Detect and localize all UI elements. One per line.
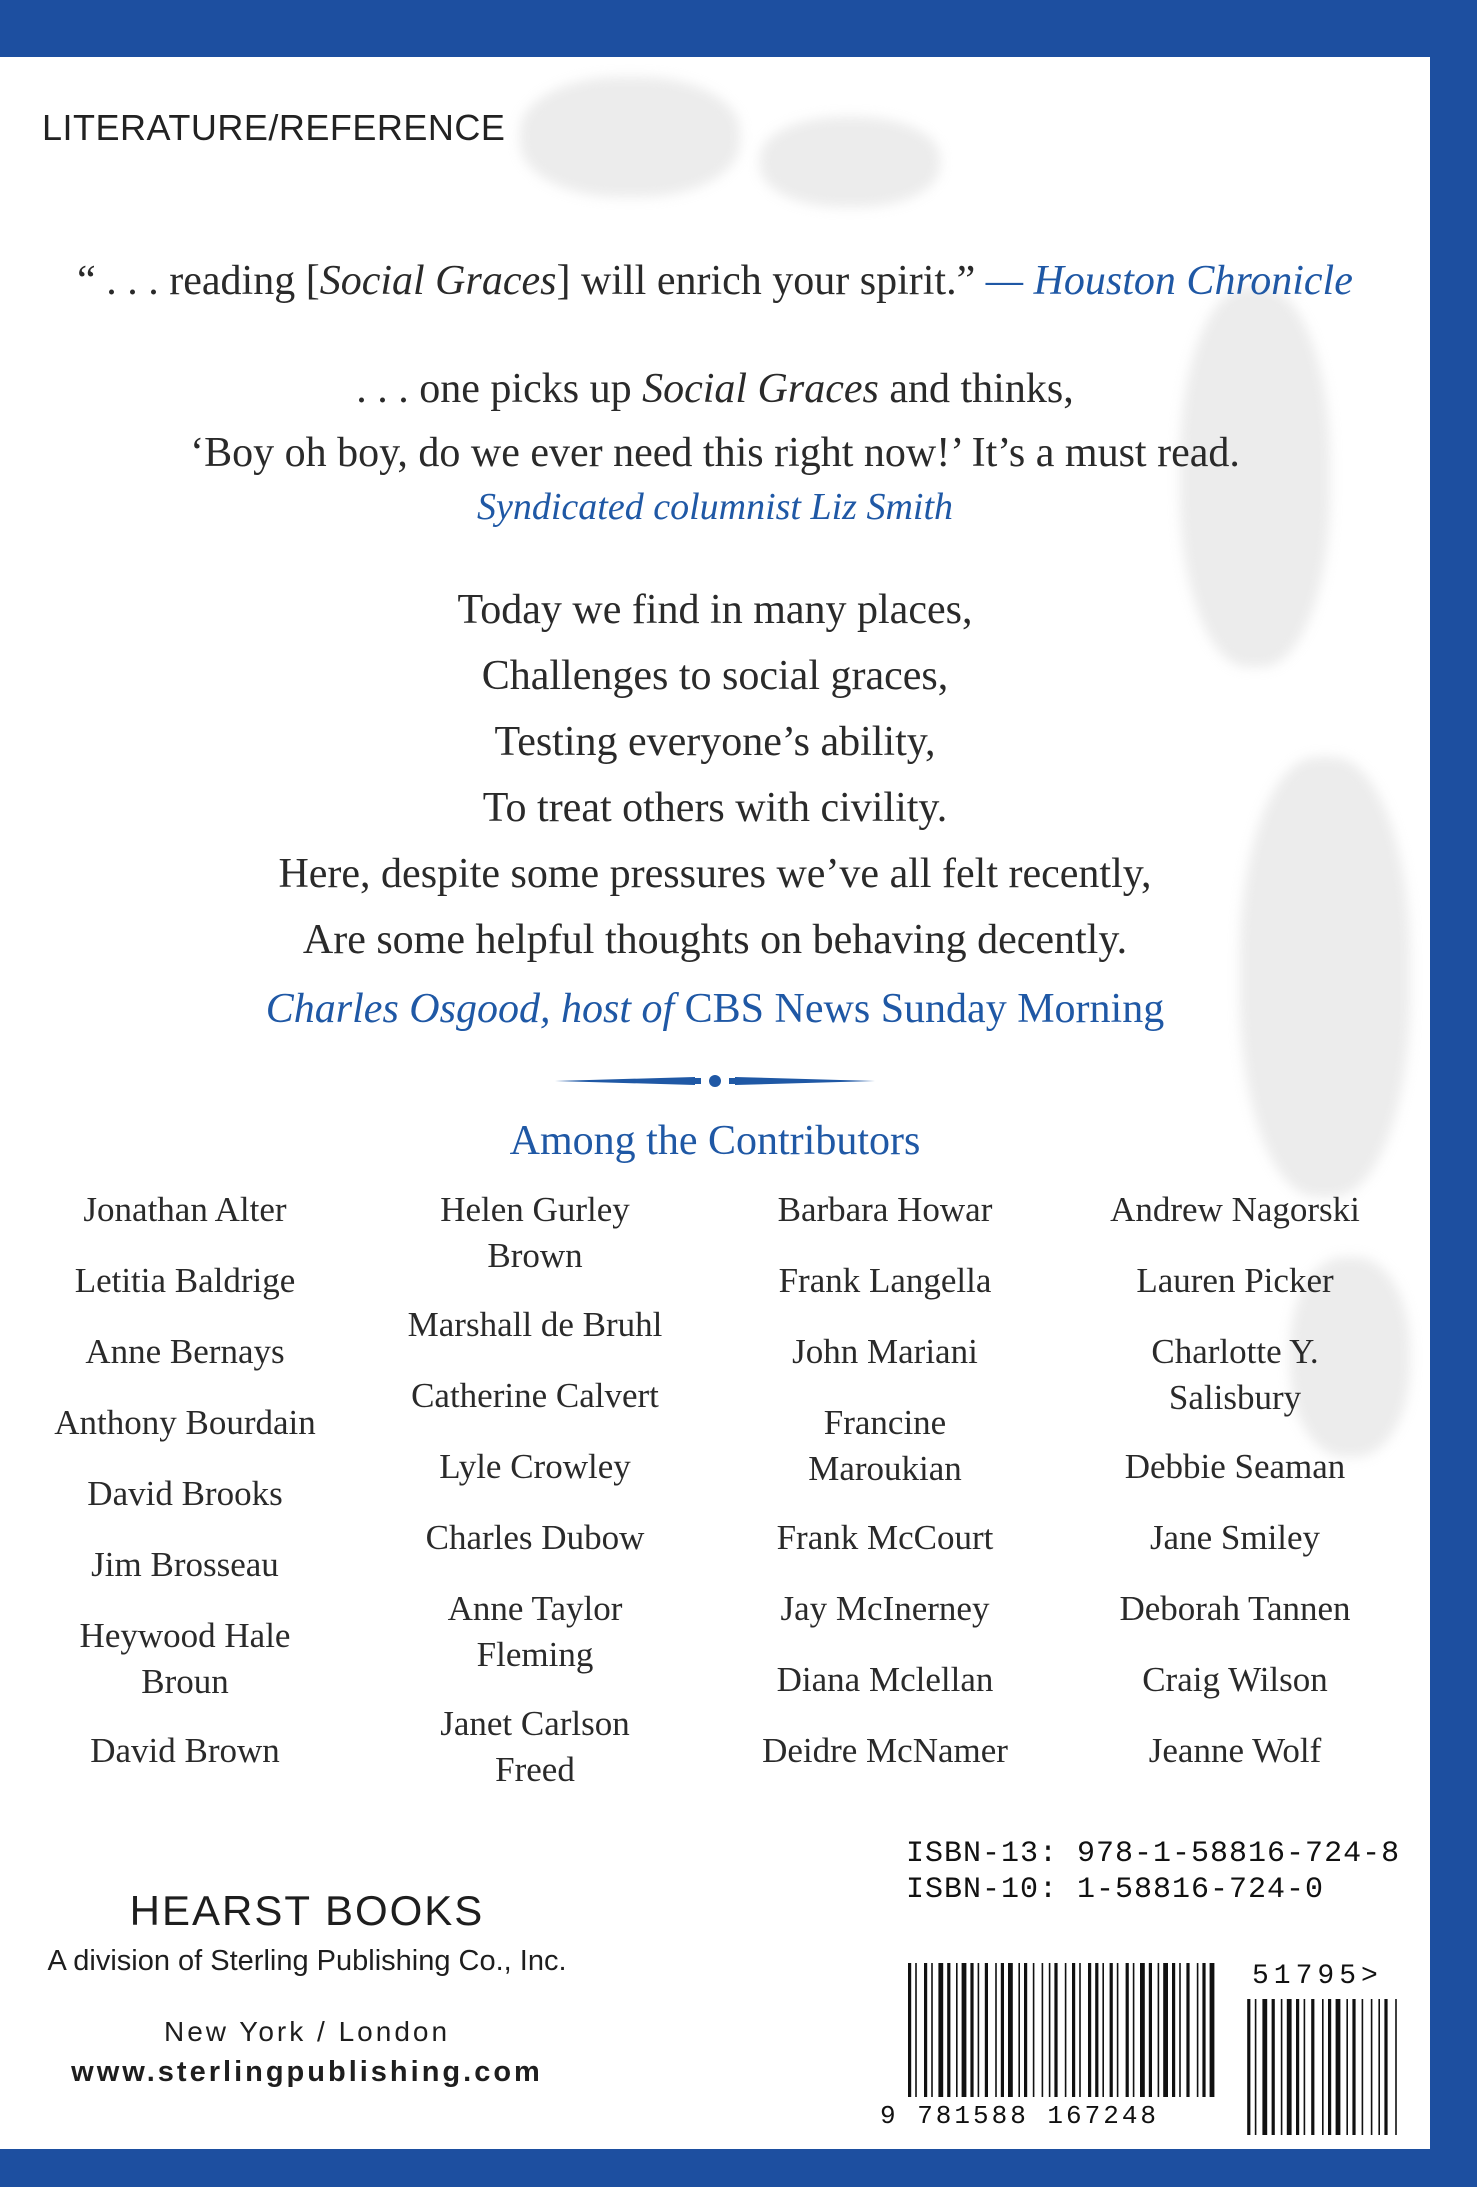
contributor-name: Andrew Nagorski	[1110, 1190, 1360, 1229]
addon-bar	[1384, 1999, 1387, 2135]
contributors-column-4	[1080, 1187, 1390, 1799]
poem-line: Testing everyone’s ability,	[494, 719, 936, 765]
contributor-name: John Mariani	[792, 1332, 978, 1371]
poem-line: Here, despite some pressures we’ve all felt recently,	[278, 851, 1152, 897]
barcode-bar	[1033, 1963, 1035, 2097]
category-label: LITERATURE/REFERENCE	[42, 107, 506, 148]
addon-bar	[1352, 1999, 1355, 2135]
barcode-bar	[1079, 1963, 1081, 2097]
poem-line: Today we find in many places,	[457, 587, 973, 633]
contributor-name: Heywood Hale Broun	[79, 1616, 291, 1701]
barcode-bar	[1197, 1963, 1199, 2097]
quote-book-title: Social Graces	[642, 366, 879, 412]
barcode-bar	[924, 1963, 927, 2097]
barcode-digits: 9 781588 167248	[880, 2101, 1160, 2131]
osgood-poem	[0, 577, 1430, 973]
addon-bar	[1346, 1999, 1348, 2135]
barcode-bar	[931, 1963, 933, 2097]
contributor-name: Marshall de Bruhl	[407, 1305, 663, 1344]
barcode-bar	[1049, 1963, 1051, 2097]
publisher-block	[0, 1887, 614, 2089]
quote-text: and thinks,	[878, 366, 1074, 412]
contributor-name: David Brooks	[87, 1474, 283, 1513]
addon-bar	[1287, 1999, 1292, 2135]
barcode-bar	[1172, 1963, 1175, 2097]
barcode-bar	[915, 1963, 917, 2097]
contributor-name: Janet Carlson Freed	[440, 1704, 630, 1789]
addon-bar	[1395, 1999, 1397, 2135]
barcode-bar	[1042, 1963, 1044, 2097]
poem-attribution	[0, 985, 1430, 1033]
barcode-bar	[1102, 1963, 1104, 2097]
contributor-name: Barbara Howar	[777, 1190, 993, 1229]
contributor-name: Debbie Seaman	[1124, 1447, 1346, 1486]
poem-line: Challenges to social graces,	[481, 653, 949, 699]
addon-bar	[1371, 1999, 1373, 2135]
barcode-bar	[978, 1963, 980, 2097]
contributor-name: Jim Brosseau	[91, 1545, 279, 1584]
barcode-bar	[1008, 1963, 1013, 2097]
barcode-bar	[1126, 1963, 1129, 2097]
poem-line: Are some helpful thoughts on behaving decently.	[302, 917, 1128, 963]
contributor-name: Charles Dubow	[425, 1518, 645, 1557]
quote-text: ] will enrich your spirit.”	[556, 258, 976, 304]
contributor-name: Jeanne Wolf	[1148, 1731, 1322, 1770]
addon-bar	[1272, 1999, 1275, 2135]
contributor-name: Francine Maroukian	[808, 1403, 962, 1488]
barcode-bar	[956, 1963, 958, 2097]
barcode-bar	[1186, 1963, 1189, 2097]
attribution-name: Charles Osgood, host of	[265, 986, 675, 1032]
contributor-name: Craig Wilson	[1142, 1660, 1328, 1699]
contributor-name: Jay McInerney	[780, 1589, 990, 1628]
quote-text: “ . . . reading [	[77, 258, 320, 304]
barcode-bar	[1054, 1963, 1057, 2097]
barcode-bar	[985, 1963, 988, 2097]
barcode-bar	[1149, 1963, 1152, 2097]
quote-attribution: Syndicated columnist Liz Smith	[476, 486, 954, 528]
barcode-bar	[1163, 1963, 1168, 2097]
addon-bar	[1262, 1999, 1267, 2135]
contributor-name: Frank McCourt	[776, 1518, 994, 1557]
addon-bar	[1322, 1999, 1324, 2135]
addon-bar	[1296, 1999, 1299, 2135]
contributors-column-2	[380, 1187, 690, 1816]
ornament-divider	[555, 1073, 875, 1089]
barcode-bar	[1140, 1963, 1145, 2097]
barcode-bar	[938, 1963, 943, 2097]
isbn-13: ISBN-13: 978-1-58816-724-8	[906, 1837, 1401, 1871]
barcode-bar	[962, 1963, 967, 2097]
quote-liz-smith	[0, 357, 1430, 485]
contributor-name: David Brown	[90, 1731, 280, 1770]
barcode-bar	[970, 1963, 973, 2097]
barcode-bar	[1133, 1963, 1135, 2097]
contributor-name: Jonathan Alter	[83, 1190, 287, 1229]
addon-bar	[1255, 1999, 1257, 2135]
barcode-addon-number: 51795>	[1252, 1961, 1383, 1992]
barcode-bar	[1202, 1963, 1205, 2097]
contributor-name: Charlotte Y. Salisbury	[1151, 1332, 1319, 1417]
publisher-cities: New York / London	[163, 2016, 451, 2047]
quote-houston	[0, 257, 1430, 305]
barcode-bar	[1095, 1963, 1098, 2097]
isbn-10: ISBN-10: 1-58816-724-0	[906, 1873, 1325, 1907]
contributors-heading: Among the Contributors	[509, 1118, 921, 1164]
barcode-bar	[995, 1963, 997, 2097]
barcode-bar	[947, 1963, 950, 2097]
publisher-division: A division of Sterling Publishing Co., Inc.	[47, 1945, 567, 1977]
contributor-name: Anthony Bourdain	[54, 1403, 316, 1442]
contributor-name: Helen Gurley Brown	[440, 1190, 630, 1275]
contributors-column-1	[30, 1187, 340, 1799]
addon-bar	[1328, 1999, 1331, 2135]
addon-bar	[1311, 1999, 1314, 2135]
barcode-bar	[1158, 1963, 1160, 2097]
barcode-bar	[1088, 1963, 1091, 2097]
barcode-bar	[1018, 1963, 1020, 2097]
contributor-name: Lyle Crowley	[439, 1447, 631, 1486]
poem-line: To treat others with civility.	[482, 785, 948, 831]
barcode-bar	[1210, 1963, 1215, 2097]
stain	[520, 77, 740, 197]
contributor-name: Anne Taylor Fleming	[447, 1589, 623, 1674]
contributor-name: Deidre McNamer	[762, 1731, 1008, 1770]
addon-bar	[1304, 1999, 1306, 2135]
addon-bar	[1281, 1999, 1283, 2135]
contributor-name: Catherine Calvert	[411, 1376, 659, 1415]
addon-bar	[1247, 1999, 1250, 2135]
barcode-bar	[908, 1963, 911, 2097]
barcode-bar	[1072, 1963, 1075, 2097]
back-cover	[0, 57, 1430, 2149]
quote-attribution: — Houston Chronicle	[985, 258, 1353, 304]
publisher-name: HEARST BOOKS	[129, 1887, 485, 1934]
barcode-bar	[1001, 1963, 1004, 2097]
addon-bar	[1362, 1999, 1364, 2135]
contributors-column-3	[730, 1187, 1040, 1799]
publisher-url: www.sterlingpublishing.com	[71, 2056, 543, 2088]
addon-bar	[1378, 1999, 1380, 2135]
contributor-name: Letitia Baldrige	[74, 1261, 296, 1300]
barcode-bar	[1110, 1963, 1113, 2097]
contributor-name: Anne Bernays	[85, 1332, 285, 1371]
contributor-name: Deborah Tannen	[1119, 1589, 1351, 1628]
addon-bar	[1336, 1999, 1341, 2135]
stain	[760, 117, 940, 207]
contributor-name: Frank Langella	[778, 1261, 992, 1300]
attribution-show: CBS News Sunday Morning	[674, 986, 1165, 1032]
contributor-name: Jane Smiley	[1149, 1518, 1321, 1557]
barcode-bar	[1117, 1963, 1119, 2097]
contributor-name: Diana Mclellan	[776, 1660, 994, 1699]
quote-text: . . . one picks up	[356, 366, 643, 412]
quote-line: ‘Boy oh boy, do we ever need this right now!’ It’s a must read.	[190, 430, 1240, 476]
barcode-bar	[1065, 1963, 1067, 2097]
contributor-name: Lauren Picker	[1136, 1261, 1334, 1300]
barcode-bar	[1024, 1963, 1027, 2097]
quote-book-title: Social Graces	[319, 258, 557, 304]
quote-line	[0, 357, 1430, 421]
barcode-bar	[1179, 1963, 1181, 2097]
